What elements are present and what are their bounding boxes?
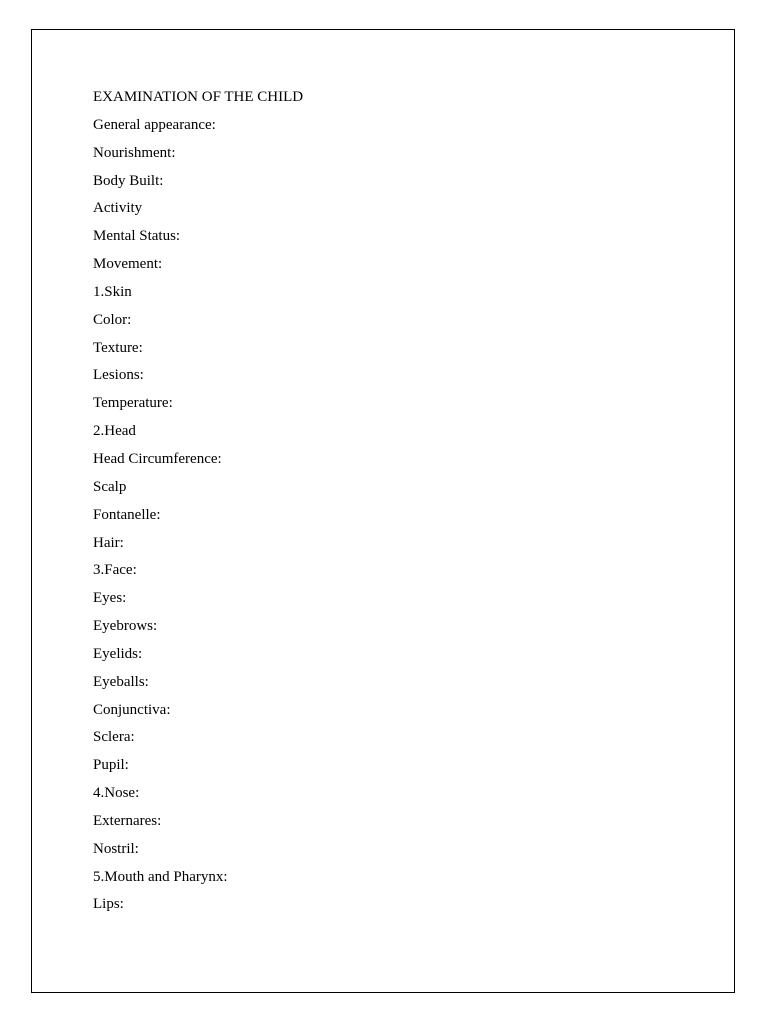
- field-label: 3.Face:: [93, 562, 137, 579]
- field-label: Sclera:: [93, 729, 135, 746]
- document-title: EXAMINATION OF THE CHILD: [93, 89, 304, 105]
- field-label: Eyes:: [93, 590, 127, 607]
- field-label: Color:: [93, 311, 132, 328]
- field-label: 2.Head: [93, 423, 136, 440]
- field-label: Eyeballs:: [93, 673, 149, 690]
- field-label: Lesions:: [93, 367, 144, 384]
- field-label: Conjunctiva:: [93, 701, 171, 718]
- field-label: Eyebrows:: [93, 618, 158, 635]
- field-label: Lips:: [93, 896, 124, 913]
- field-label: Nostril:: [93, 840, 139, 857]
- field-label: Eyelids:: [93, 645, 143, 662]
- field-label: 4.Nose:: [93, 785, 140, 802]
- field-label: Body Built:: [93, 172, 164, 189]
- field-label: Pupil:: [93, 757, 129, 774]
- document-body: [93, 84, 693, 919]
- field-label: Mental Status:: [93, 228, 181, 245]
- field-label: 5.Mouth and Pharynx:: [93, 868, 228, 885]
- field-label: 1.Skin: [93, 283, 132, 300]
- field-label: Fontanelle:: [93, 506, 161, 523]
- field-label: Activity: [93, 200, 143, 217]
- field-label: Hair:: [93, 534, 124, 551]
- field-label: Temperature:: [93, 395, 173, 412]
- field-label: Texture:: [93, 339, 143, 356]
- field-label: Externares:: [93, 812, 162, 829]
- field-list: [93, 112, 693, 919]
- field-label: General appearance:: [93, 116, 216, 133]
- field-label: Head Circumference:: [93, 450, 222, 467]
- field-label: Scalp: [93, 478, 127, 495]
- field-label: Nourishment:: [93, 144, 176, 161]
- field-label: Movement:: [93, 256, 163, 273]
